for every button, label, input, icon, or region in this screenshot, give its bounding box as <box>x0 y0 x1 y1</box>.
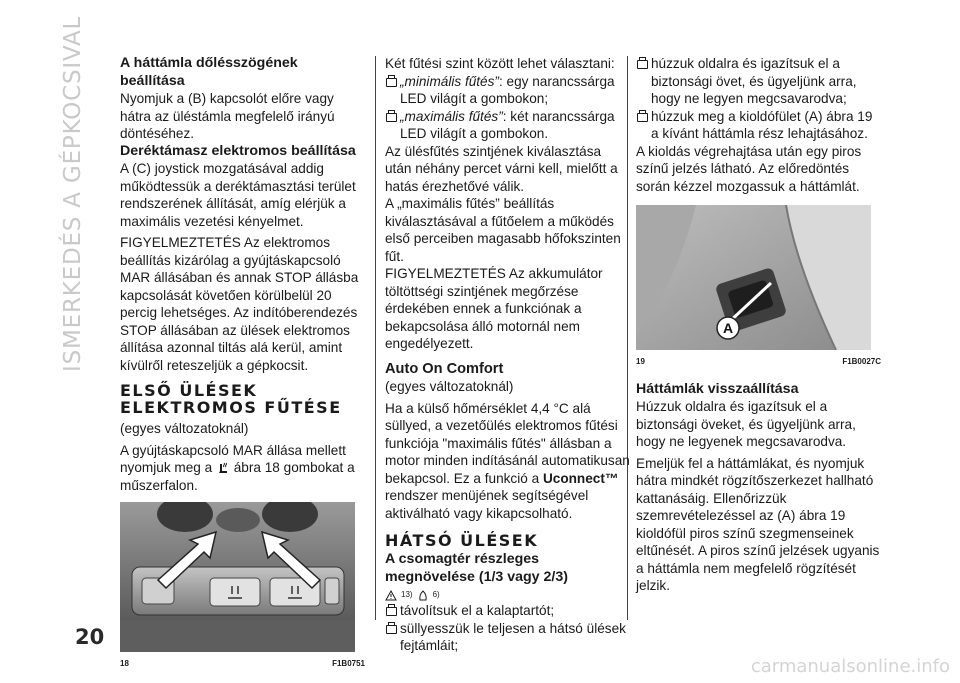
paragraph: A (C) joystick mozgatásával addig működtessük a deréktámasztási terület rendszerének állítását, amíg elérjük a maximális vezetési kényelmet. <box>120 161 356 229</box>
list-item: húzzuk oldalra és igazítsuk el a biztonsági övet, és ügyeljünk arra, hogy ne legyen megcsavarodva; <box>636 55 881 108</box>
page-number: 20 <box>75 625 105 649</box>
heading-front-seats: ELSŐ ÜLÉSEK <box>120 381 258 400</box>
callout-label: A <box>722 320 734 336</box>
column-3 <box>636 55 881 595</box>
heading-rear-seats: HÁTSÓ ÜLÉSEK <box>385 531 539 550</box>
warning-triangle-icon <box>385 590 397 601</box>
heading-backrest-angle: A háttámla dőlésszögének beállítása <box>120 55 298 89</box>
paragraph: A kioldás végrehajtása után egy piros színű jelzés látható. Az előredöntés során kézzel mozgassuk a háttámlát. <box>636 143 862 194</box>
warning-paragraph: FIGYELMEZTETÉS Az akkumulátor töltöttségi szintjének megőrzése érdekében ennek a funkciónak a bekapcsolása álló motornál nem engedélyezett. <box>385 266 603 351</box>
watermark: carmanualsonline.info <box>750 656 950 677</box>
warning-references <box>385 588 630 602</box>
heading-lumbar-support: Deréktámasz elektromos beállítása <box>120 142 356 159</box>
paragraph: Két fűtési szint között lehet választani: <box>385 56 615 71</box>
figure-18 <box>120 502 365 669</box>
list-item: „minimális fűtés”: egy narancssárga LED világít a gombokon; <box>385 73 630 108</box>
paragraph: (egyes változatoknál) <box>385 379 514 394</box>
heading-auto-on-comfort: Auto On Comfort <box>385 360 504 377</box>
paragraph: A gyújtáskapcsoló MAR állása mellett nyomjuk meg a ábra 18 gombokat a műszerfalon. <box>120 442 355 493</box>
list-item: távolítsuk el a kalaptartót; <box>385 602 630 620</box>
figure-code: F1B0751 <box>332 658 365 668</box>
figure-number: 19 <box>636 356 645 366</box>
heading-luggage-extension: A csomagtér részleges megnövelése (1/3 vagy 2/3) <box>385 551 568 585</box>
heading-backrest-reset: Háttámlák visszaállítása <box>636 380 799 397</box>
paragraph: Ha a külső hőmérséklet 4,4 °C alá süllyed, a vezetőülés elektromos fűtési funkciója "maximális fűtés" állásban a motor minden indításánál automatikusan bekapcsol. Ez a funkció a Uconnect™ rendszer menüjének segítségével aktiválható vagy kikapcsolható. <box>385 400 630 521</box>
column-divider-1 <box>375 56 376 620</box>
figure-number: 18 <box>120 658 129 668</box>
figure-code: F1B0027C <box>842 356 881 366</box>
caution-icon <box>417 590 429 601</box>
paragraph: Nyomjuk a (B) kapcsolót előre vagy hátra az üléstámla megfelelő irányú döntéséhez. <box>120 91 335 141</box>
seat-heating-buttons-image <box>120 502 355 652</box>
list-item: húzzuk meg a kioldófület (A) ábra 19 a kívánt háttámla rész lehajtásához. <box>636 108 881 143</box>
paragraph: Az ülésfűtés szintjének kiválasztása után néhány percet várni kell, mielőtt a hatás érezhetővé válik. <box>385 143 618 194</box>
paragraph: Emeljük fel a háttámlákat, és nyomjuk hátra mindkét rögzítőszerkezet hallható kattanásáig. Ellenőrizzük szemrevételezéssel az (A) ábra 19 kioldófül piros színű szegmenseinek eltűnését. A piros színű jelzések ugyanis a háttámla nem megfelelő rögzítését jelzik. <box>636 455 880 593</box>
seat-heating-icon <box>216 461 230 475</box>
warning-paragraph: FIGYELMEZTETÉS Az elektromos beállítás kizárólag a gyújtáskapcsoló MAR állásában és annak STOP állásba kapcsolását követően körülbelül 20 percig lehetséges. Az indítóberendezés STOP állásában az ülések elektromos állítása azonnal tiltás alá kerül, amint kívülről reteszeljük a gépkocsit. <box>120 235 359 373</box>
column-2 <box>385 55 630 655</box>
paragraph: Húzzuk oldalra és igazítsuk el a biztonsági öveket, és ügyeljünk arra, hogy ne legyenek megcsavarodva. <box>636 399 856 449</box>
caution-ref: 6) <box>432 590 440 600</box>
column-1 <box>120 55 365 669</box>
heading-heating: ELEKTROMOS FŰTÉSE <box>120 398 342 417</box>
warning-ref: 13) <box>401 590 413 600</box>
seat-release-tab-image <box>636 205 871 350</box>
figure-19 <box>636 205 881 367</box>
paragraph: (egyes változatoknál) <box>120 421 249 436</box>
list-item: süllyesszük le teljesen a hátsó ülések fejtámláit; <box>385 620 630 655</box>
list-item: „maximális fűtés”: két narancssárga LED világít a gombokon. <box>385 108 630 143</box>
paragraph: A „maximális fűtés” beállítás kiválasztásával a fűtőelem a működés első perceiben magasabb hőfokszinten fűt. <box>385 196 621 264</box>
